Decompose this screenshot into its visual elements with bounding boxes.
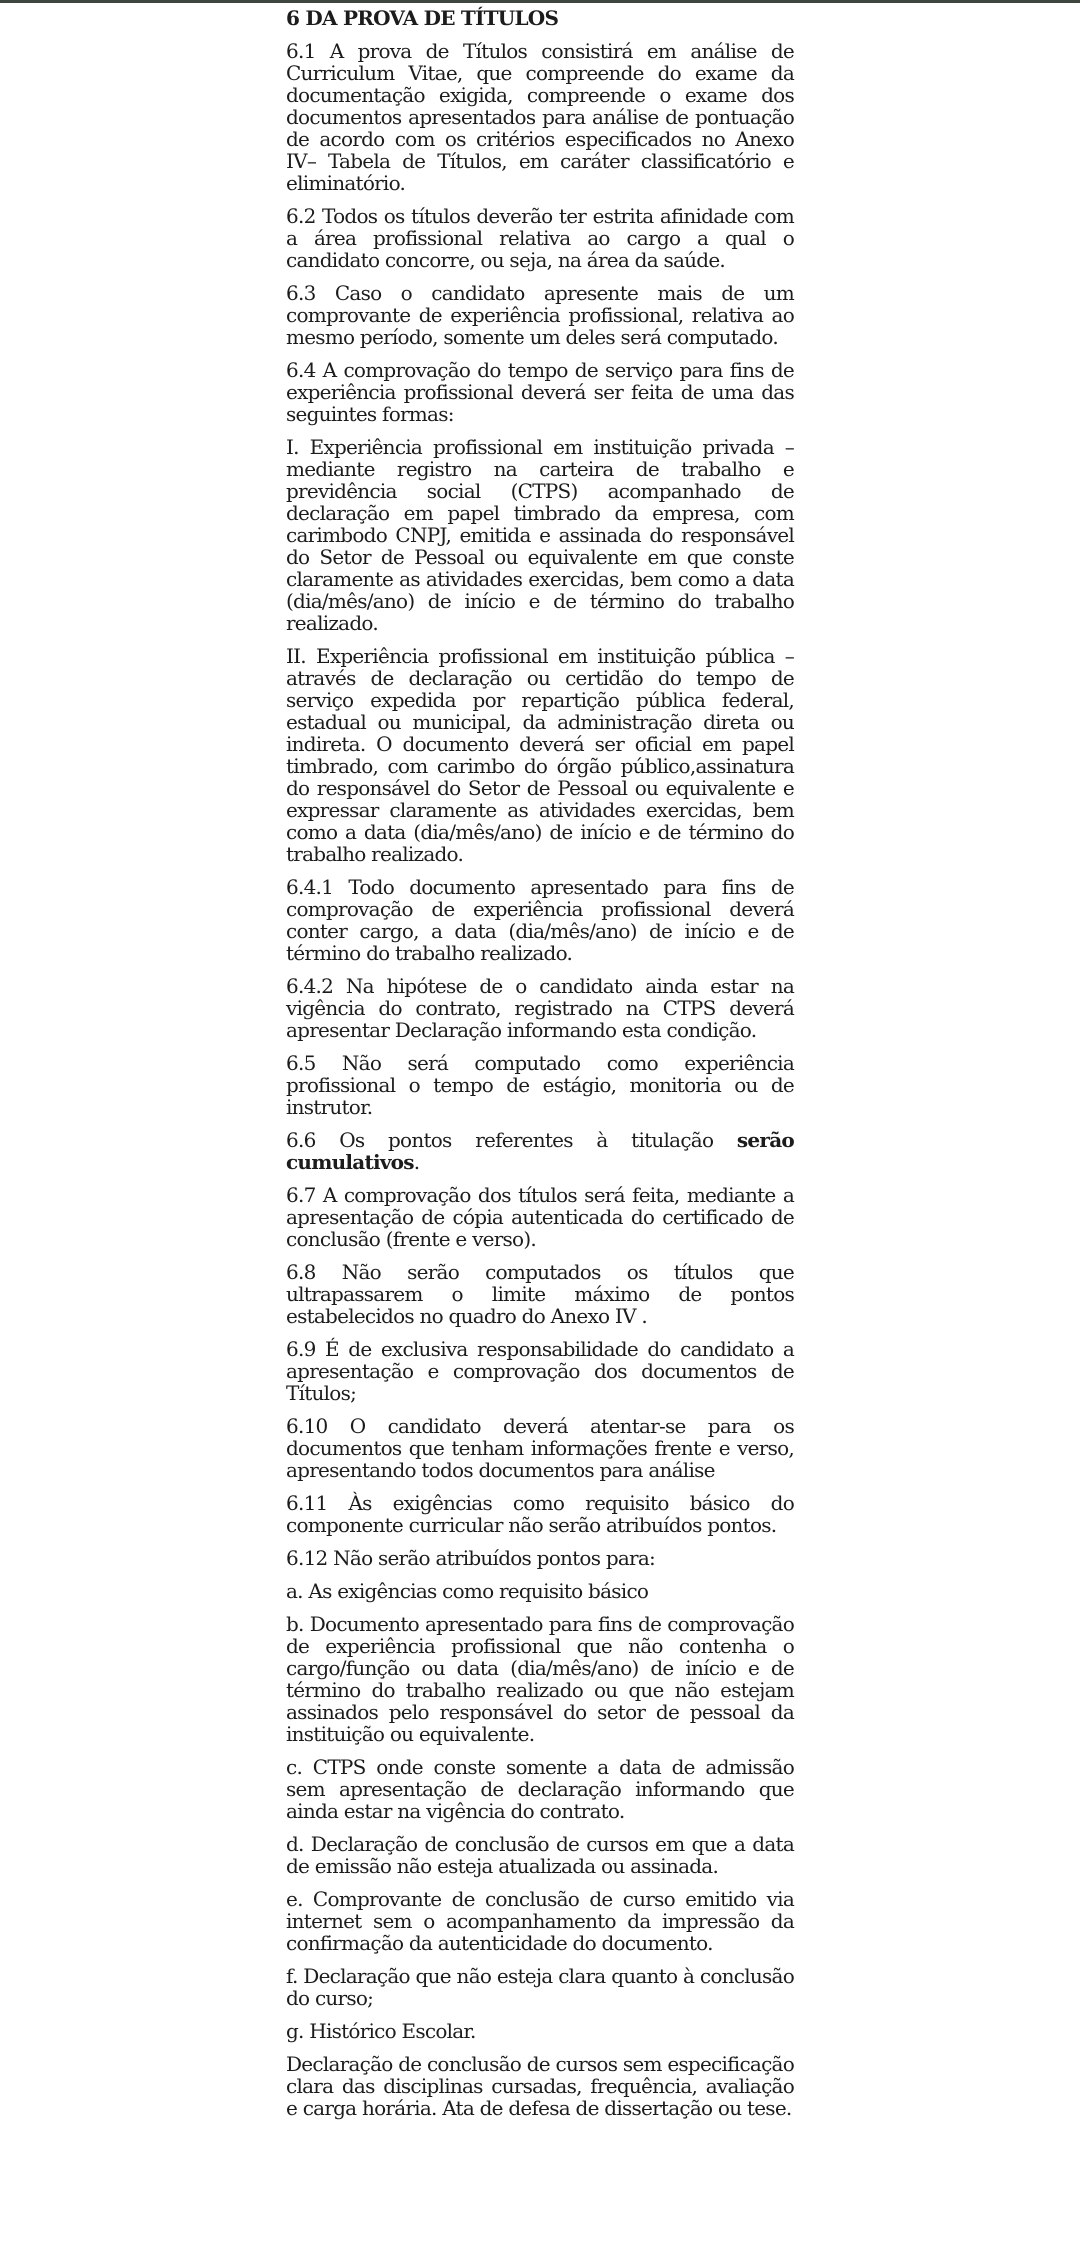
clause-6-11: 6.11 Às exigências como requisito básico do componente curricular não serão atribuídos pontos. [286, 1491, 794, 1537]
clause-6-12-f: f. Declaração que não esteja clara quanto à conclusão do curso; [286, 1964, 794, 2010]
clause-6-4-II: II. Experiência profissional em instituição pública – através de declaração ou certidão do tempo de serviço expedida por repartição pública federal, estadual ou municipal, da administração direta ou indireta. O documento deverá ser oficial em papel timbrado, com carimbo do órgão público,assinatura do responsável do Setor de Pessoal ou equivalente e expressar claramente as atividades exercidas, bem como a data (dia/mês/ano) de início e de término do trabalho realizado. [286, 644, 794, 866]
clause-6-6 [286, 1129, 794, 1173]
top-divider [0, 0, 1080, 3]
clause-6-12: 6.12 Não serão atribuídos pontos para: [286, 1546, 656, 1570]
clause-6-7: 6.7 A comprovação dos títulos será feita, mediante a apresentação de cópia autenticada do certificado de conclusão (frente e verso). [286, 1183, 794, 1251]
clause-6-12-a: a. As exigências como requisito básico [286, 1579, 649, 1603]
clause-6-4-1: 6.4.1 Todo documento apresentado para fins de comprovação de experiência profissional deverá conter cargo, a data (dia/mês/ano) de início e de término do trabalho realizado. [286, 875, 794, 965]
clause-6-6-lead: 6.6 Os pontos referentes à titulação [286, 1128, 737, 1152]
clause-6-1: 6.1 A prova de Títulos consistirá em análise de Curriculum Vitae, que compreende do exame da documentação exigida, compreende o exame dos documentos apresentados para análise de pontuação de acordo com os critérios especificados no Anexo IV– Tabela de Títulos, em caráter classificatório e eliminatório. [286, 39, 794, 195]
document-body [286, 6, 794, 2130]
clause-6-6-tail: . [413, 1150, 420, 1174]
clause-6-8: 6.8 Não serão computados os títulos que ultrapassarem o limite máximo de pontos estabelecidos no quadro do Anexo IV . [286, 1260, 794, 1328]
clause-6-12-b: b. Documento apresentado para fins de comprovação de experiência profissional que não contenha o cargo/função ou data (dia/mês/ano) de início e de término do trabalho realizado ou que não estejam assinados pelo responsável do setor de pessoal da instituição ou equivalente. [286, 1612, 794, 1746]
clause-6-4-I: I. Experiência profissional em instituição privada – mediante registro na carteira de trabalho e previdência social (CTPS) acompanhado de declaração em papel timbrado da empresa, com carimbodo CNPJ, emitida e assinada do responsável do Setor de Pessoal ou equivalente em que conste claramente as atividades exercidas, bem como a data (dia/mês/ano) de início e de término do trabalho realizado. [286, 435, 794, 635]
clause-6-10: 6.10 O candidato deverá atentar-se para os documentos que tenham informações frente e verso, apresentando todos documentos para análise [286, 1414, 794, 1482]
clause-6-12-d: d. Declaração de conclusão de cursos em que a data de emissão não esteja atualizada ou assinada. [286, 1832, 794, 1878]
section-title: 6 DA PROVA DE TÍTULOS [286, 6, 559, 30]
clause-6-12-declaration: Declaração de conclusão de cursos sem especificação clara das disciplinas cursadas, frequência, avaliação e carga horária. Ata de defesa de dissertação ou tese. [286, 2052, 794, 2120]
clause-6-12-g: g. Histórico Escolar. [286, 2019, 476, 2043]
clause-6-12-e: e. Comprovante de conclusão de curso emitido via internet sem o acompanhamento da impressão da confirmação da autenticidade do documento. [286, 1887, 794, 1955]
clause-6-5: 6.5 Não será computado como experiência profissional o tempo de estágio, monitoria ou de instrutor. [286, 1051, 794, 1119]
clause-6-9: 6.9 É de exclusiva responsabilidade do candidato a apresentação e comprovação dos documentos de Títulos; [286, 1337, 794, 1405]
clause-6-3: 6.3 Caso o candidato apresente mais de um comprovante de experiência profissional, relativa ao mesmo período, somente um deles será computado. [286, 281, 794, 349]
clause-6-4: 6.4 A comprovação do tempo de serviço para fins de experiência profissional deverá ser feita de uma das seguintes formas: [286, 358, 794, 426]
clause-6-12-c: c. CTPS onde conste somente a data de admissão sem apresentação de declaração informando que ainda estar na vigência do contrato. [286, 1755, 794, 1823]
clause-6-4-2: 6.4.2 Na hipótese de o candidato ainda estar na vigência do contrato, registrado na CTPS deverá apresentar Declaração informando esta condição. [286, 974, 794, 1042]
clause-6-2: 6.2 Todos os títulos deverão ter estrita afinidade com a área profissional relativa ao cargo a qual o candidato concorre, ou seja, na área da saúde. [286, 204, 794, 272]
clause-6-6-emphasis: serão cumulativos [286, 1128, 794, 1174]
